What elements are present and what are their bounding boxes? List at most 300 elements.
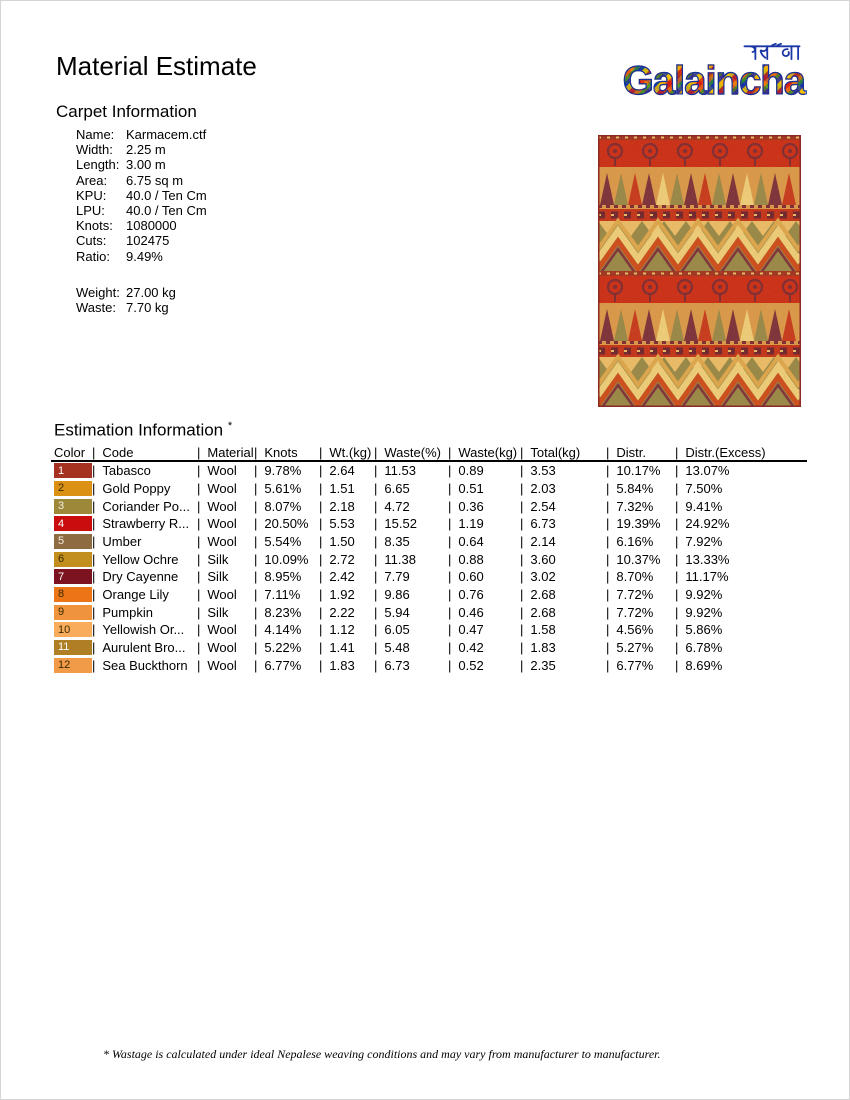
column-separator: | bbox=[520, 445, 524, 460]
column-separator: | bbox=[92, 586, 96, 602]
header-material: Material bbox=[207, 445, 254, 460]
cell-total-kg: 3.60 bbox=[530, 551, 556, 567]
column-separator: | bbox=[254, 569, 258, 585]
table-row bbox=[51, 603, 807, 621]
column-separator: | bbox=[374, 463, 378, 479]
cell-distr: 7.72% bbox=[616, 604, 654, 620]
cell-wt-kg: 2.22 bbox=[329, 604, 355, 620]
galaincha-wordmark: Galaincha bbox=[622, 59, 805, 103]
cell-knots: 5.22% bbox=[264, 639, 302, 655]
column-separator: | bbox=[254, 657, 258, 673]
cell-material: Wool bbox=[207, 586, 237, 602]
column-separator: | bbox=[520, 604, 524, 620]
cell-waste-kg: 1.19 bbox=[458, 516, 484, 532]
column-separator: | bbox=[197, 533, 201, 549]
cell-distr: 7.72% bbox=[616, 586, 654, 602]
header-code: Code bbox=[102, 445, 134, 460]
cell-distr: 6.77% bbox=[616, 657, 654, 673]
column-separator: | bbox=[254, 480, 258, 496]
cell-code: Sea Buckthorn bbox=[102, 657, 188, 673]
column-separator: | bbox=[197, 480, 201, 496]
cell-material: Wool bbox=[207, 516, 237, 532]
column-separator: | bbox=[606, 604, 610, 620]
cell-code: Tabasco bbox=[102, 463, 151, 479]
cell-waste-kg: 0.42 bbox=[458, 639, 484, 655]
cell-distr-excess: 8.69% bbox=[685, 657, 723, 673]
cell-waste-kg: 0.51 bbox=[458, 480, 484, 496]
cell-code: Umber bbox=[102, 533, 142, 549]
column-separator: | bbox=[92, 445, 96, 460]
color-swatch bbox=[54, 534, 92, 549]
cell-code: Pumpkin bbox=[102, 604, 153, 620]
column-separator: | bbox=[520, 639, 524, 655]
header-distr: Distr. bbox=[616, 445, 647, 460]
column-separator: | bbox=[374, 569, 378, 585]
column-separator: | bbox=[448, 445, 452, 460]
column-separator: | bbox=[448, 498, 452, 514]
cell-waste-pct: 6.73 bbox=[384, 657, 410, 673]
column-separator: | bbox=[374, 533, 378, 549]
table-row bbox=[51, 586, 807, 604]
column-separator: | bbox=[374, 639, 378, 655]
cell-waste-kg: 0.47 bbox=[458, 622, 484, 638]
cell-material: Silk bbox=[207, 551, 229, 567]
cell-total-kg: 2.68 bbox=[530, 586, 556, 602]
column-separator: | bbox=[319, 533, 323, 549]
column-separator: | bbox=[520, 533, 524, 549]
info-line bbox=[76, 233, 207, 248]
cell-distr: 6.16% bbox=[616, 533, 654, 549]
column-separator: | bbox=[448, 639, 452, 655]
cell-waste-kg: 0.60 bbox=[458, 569, 484, 585]
cell-material: Wool bbox=[207, 498, 237, 514]
column-separator: | bbox=[92, 463, 96, 479]
info-label: Weight: bbox=[76, 284, 120, 300]
column-separator: | bbox=[675, 533, 679, 549]
cell-total-kg: 1.83 bbox=[530, 639, 556, 655]
wastage-footnote: * Wastage is calculated under ideal Nepalese weaving conditions and may vary from manufacturer to manufacturer. bbox=[103, 1047, 661, 1061]
cell-code: Yellowish Or... bbox=[102, 622, 185, 638]
cell-knots: 8.23% bbox=[264, 604, 302, 620]
info-line bbox=[76, 285, 207, 300]
column-separator: | bbox=[606, 445, 610, 460]
column-separator: | bbox=[606, 463, 610, 479]
color-number: 12 bbox=[58, 659, 71, 672]
column-separator: | bbox=[319, 586, 323, 602]
column-separator: | bbox=[197, 569, 201, 585]
column-separator: | bbox=[606, 639, 610, 655]
info-label: Area: bbox=[76, 172, 108, 188]
info-label: Waste: bbox=[76, 299, 116, 315]
color-swatch bbox=[54, 587, 92, 602]
info-value: 102475 bbox=[126, 233, 170, 249]
column-separator: | bbox=[606, 586, 610, 602]
color-number: 11 bbox=[58, 641, 70, 654]
column-separator: | bbox=[675, 657, 679, 673]
cell-material: Silk bbox=[207, 604, 229, 620]
column-separator: | bbox=[197, 657, 201, 673]
galaincha-logo bbox=[595, 43, 805, 103]
cell-waste-kg: 0.36 bbox=[458, 498, 484, 514]
spacer bbox=[76, 264, 207, 285]
cell-distr-excess: 7.50% bbox=[685, 480, 723, 496]
table-row bbox=[51, 497, 807, 515]
table-row bbox=[51, 621, 807, 639]
column-separator: | bbox=[675, 551, 679, 567]
column-separator: | bbox=[374, 480, 378, 496]
column-separator: | bbox=[197, 551, 201, 567]
info-value: 1080000 bbox=[126, 218, 177, 234]
column-separator: | bbox=[374, 551, 378, 567]
color-swatch bbox=[54, 499, 92, 514]
column-separator: | bbox=[448, 463, 452, 479]
cell-waste-pct: 11.38 bbox=[384, 551, 416, 567]
cell-waste-kg: 0.52 bbox=[458, 657, 484, 673]
cell-code: Yellow Ochre bbox=[102, 551, 179, 567]
color-swatch bbox=[54, 569, 92, 584]
cell-distr: 4.56% bbox=[616, 622, 654, 638]
cell-waste-kg: 0.88 bbox=[458, 551, 484, 567]
column-separator: | bbox=[606, 622, 610, 638]
column-separator: | bbox=[254, 498, 258, 514]
column-separator: | bbox=[319, 639, 323, 655]
cell-wt-kg: 5.53 bbox=[329, 516, 355, 532]
column-separator: | bbox=[92, 498, 96, 514]
cell-wt-kg: 1.12 bbox=[329, 622, 355, 638]
column-separator: | bbox=[319, 498, 323, 514]
column-separator: | bbox=[675, 480, 679, 496]
cell-distr-excess: 9.41% bbox=[685, 498, 723, 514]
estimation-table bbox=[51, 445, 807, 674]
info-label: Knots: bbox=[76, 218, 113, 234]
column-separator: | bbox=[606, 533, 610, 549]
column-separator: | bbox=[448, 569, 452, 585]
cell-wt-kg: 1.51 bbox=[329, 480, 355, 496]
column-separator: | bbox=[520, 657, 524, 673]
column-separator: | bbox=[448, 480, 452, 496]
table-row bbox=[51, 462, 807, 480]
info-label: LPU: bbox=[76, 202, 105, 218]
color-swatch bbox=[54, 622, 92, 637]
cell-wt-kg: 1.41 bbox=[329, 639, 355, 655]
column-separator: | bbox=[319, 657, 323, 673]
color-number: 4 bbox=[58, 517, 65, 530]
color-swatch bbox=[54, 463, 92, 478]
column-separator: | bbox=[606, 498, 610, 514]
cell-material: Wool bbox=[207, 480, 237, 496]
column-separator: | bbox=[675, 569, 679, 585]
info-line bbox=[76, 173, 207, 188]
column-separator: | bbox=[92, 622, 96, 638]
cell-distr: 19.39% bbox=[616, 516, 661, 532]
cell-total-kg: 2.68 bbox=[530, 604, 556, 620]
estimation-information-heading: Estimation Information * bbox=[54, 420, 233, 440]
color-number: 6 bbox=[58, 553, 65, 566]
column-separator: | bbox=[319, 569, 323, 585]
cell-waste-kg: 0.64 bbox=[458, 533, 484, 549]
column-separator: | bbox=[319, 622, 323, 638]
color-swatch bbox=[54, 658, 92, 673]
column-separator: | bbox=[448, 586, 452, 602]
cell-wt-kg: 1.83 bbox=[329, 657, 355, 673]
column-separator: | bbox=[606, 657, 610, 673]
cell-knots: 6.77% bbox=[264, 657, 302, 673]
cell-total-kg: 6.73 bbox=[530, 516, 556, 532]
column-separator: | bbox=[675, 586, 679, 602]
cell-distr-excess: 6.78% bbox=[685, 639, 723, 655]
cell-code: Dry Cayenne bbox=[102, 569, 179, 585]
cell-material: Wool bbox=[207, 622, 237, 638]
column-separator: | bbox=[319, 551, 323, 567]
cell-waste-pct: 6.65 bbox=[384, 480, 410, 496]
column-separator: | bbox=[254, 551, 258, 567]
column-separator: | bbox=[374, 516, 378, 532]
cell-waste-kg: 0.76 bbox=[458, 586, 484, 602]
column-separator: | bbox=[448, 516, 452, 532]
column-separator: | bbox=[92, 516, 96, 532]
column-separator: | bbox=[254, 516, 258, 532]
color-swatch bbox=[54, 552, 92, 567]
header-distr-excess: Distr.(Excess) bbox=[685, 445, 766, 460]
cell-waste-kg: 0.46 bbox=[458, 604, 484, 620]
info-value: 7.70 kg bbox=[126, 299, 169, 315]
column-separator: | bbox=[448, 604, 452, 620]
color-swatch bbox=[54, 516, 92, 531]
color-number: 7 bbox=[58, 570, 65, 583]
column-separator: | bbox=[675, 498, 679, 514]
column-separator: | bbox=[520, 551, 524, 567]
header-color: Color bbox=[54, 445, 86, 460]
cell-total-kg: 2.54 bbox=[530, 498, 556, 514]
info-label: Length: bbox=[76, 157, 120, 173]
cell-code: Orange Lily bbox=[102, 586, 169, 602]
cell-knots: 5.54% bbox=[264, 533, 302, 549]
cell-code: Coriander Po... bbox=[102, 498, 190, 514]
cell-distr: 7.32% bbox=[616, 498, 654, 514]
table-row bbox=[51, 656, 807, 674]
table-row bbox=[51, 639, 807, 657]
column-separator: | bbox=[92, 604, 96, 620]
header-waste-pct: Waste(%) bbox=[384, 445, 441, 460]
cell-wt-kg: 2.18 bbox=[329, 498, 355, 514]
cell-wt-kg: 2.42 bbox=[329, 569, 355, 585]
column-separator: | bbox=[374, 498, 378, 514]
cell-waste-pct: 5.94 bbox=[384, 604, 410, 620]
column-separator: | bbox=[606, 480, 610, 496]
cell-total-kg: 3.02 bbox=[530, 569, 556, 585]
footnote-asterisk: * bbox=[227, 420, 233, 432]
column-separator: | bbox=[319, 463, 323, 479]
info-line bbox=[76, 188, 207, 203]
info-label: Width: bbox=[76, 142, 113, 158]
cell-distr-excess: 13.07% bbox=[685, 463, 730, 479]
column-separator: | bbox=[448, 551, 452, 567]
column-separator: | bbox=[520, 569, 524, 585]
column-separator: | bbox=[675, 622, 679, 638]
info-value: 40.0 / Ten Cm bbox=[126, 202, 207, 218]
cell-waste-pct: 15.52 bbox=[384, 516, 417, 532]
cell-material: Silk bbox=[207, 569, 229, 585]
header-wt-kg: Wt.(kg) bbox=[329, 445, 372, 460]
cell-wt-kg: 1.50 bbox=[329, 533, 355, 549]
color-swatch bbox=[54, 640, 92, 655]
cell-material: Wool bbox=[207, 463, 237, 479]
cell-material: Wool bbox=[207, 639, 237, 655]
column-separator: | bbox=[374, 657, 378, 673]
column-separator: | bbox=[197, 463, 201, 479]
header-waste-kg: Waste(kg) bbox=[458, 445, 518, 460]
column-separator: | bbox=[606, 551, 610, 567]
cell-distr: 8.70% bbox=[616, 569, 654, 585]
color-number: 3 bbox=[58, 500, 65, 513]
column-separator: | bbox=[254, 586, 258, 602]
page-title: Material Estimate bbox=[56, 51, 257, 81]
cell-knots: 5.61% bbox=[264, 480, 302, 496]
cell-total-kg: 1.58 bbox=[530, 622, 556, 638]
carpet-information-heading: Carpet Information bbox=[56, 102, 197, 121]
info-line bbox=[76, 300, 207, 315]
cell-waste-pct: 7.79 bbox=[384, 569, 410, 585]
column-separator: | bbox=[448, 657, 452, 673]
column-separator: | bbox=[319, 480, 323, 496]
cell-waste-pct: 6.05 bbox=[384, 622, 410, 638]
color-swatch bbox=[54, 605, 92, 620]
table-header-row bbox=[51, 445, 807, 462]
carpet-information-list bbox=[76, 127, 207, 315]
column-separator: | bbox=[319, 604, 323, 620]
info-value: 3.00 m bbox=[126, 157, 166, 173]
column-separator: | bbox=[92, 657, 96, 673]
cell-knots: 20.50% bbox=[264, 516, 309, 532]
cell-knots: 10.09% bbox=[264, 551, 309, 567]
column-separator: | bbox=[675, 516, 679, 532]
color-number: 2 bbox=[58, 482, 65, 495]
cell-material: Wool bbox=[207, 533, 237, 549]
column-separator: | bbox=[92, 551, 96, 567]
column-separator: | bbox=[254, 445, 258, 460]
cell-waste-pct: 9.86 bbox=[384, 586, 410, 602]
column-separator: | bbox=[197, 639, 201, 655]
column-separator: | bbox=[520, 498, 524, 514]
info-line bbox=[76, 203, 207, 218]
column-separator: | bbox=[197, 622, 201, 638]
column-separator: | bbox=[92, 569, 96, 585]
column-separator: | bbox=[520, 516, 524, 532]
info-line bbox=[76, 157, 207, 172]
table-row bbox=[51, 533, 807, 551]
cell-knots: 4.14% bbox=[264, 622, 302, 638]
cell-material: Wool bbox=[207, 657, 237, 673]
header-knots: Knots bbox=[264, 445, 298, 460]
color-number: 10 bbox=[58, 623, 71, 636]
column-separator: | bbox=[675, 463, 679, 479]
table-row bbox=[51, 480, 807, 498]
column-separator: | bbox=[448, 533, 452, 549]
column-separator: | bbox=[319, 516, 323, 532]
cell-waste-pct: 11.53 bbox=[384, 463, 416, 479]
cell-distr-excess: 9.92% bbox=[685, 586, 723, 602]
info-value: 2.25 m bbox=[126, 142, 166, 158]
cell-knots: 9.78% bbox=[264, 463, 302, 479]
cell-total-kg: 2.14 bbox=[530, 533, 556, 549]
info-label: Cuts: bbox=[76, 233, 107, 249]
cell-distr-excess: 13.33% bbox=[685, 551, 730, 567]
cell-total-kg: 2.03 bbox=[530, 480, 556, 496]
column-separator: | bbox=[374, 586, 378, 602]
header-total-kg: Total(kg) bbox=[530, 445, 581, 460]
color-number: 8 bbox=[58, 588, 65, 601]
cell-knots: 8.07% bbox=[264, 498, 302, 514]
info-label: Ratio: bbox=[76, 248, 110, 264]
info-line bbox=[76, 249, 207, 264]
cell-distr: 10.17% bbox=[616, 463, 661, 479]
column-separator: | bbox=[374, 604, 378, 620]
info-line bbox=[76, 127, 207, 142]
column-separator: | bbox=[92, 533, 96, 549]
info-value: 40.0 / Ten Cm bbox=[126, 187, 207, 203]
table-row bbox=[51, 515, 807, 533]
color-number: 9 bbox=[58, 606, 65, 619]
cell-code: Strawberry R... bbox=[102, 516, 190, 532]
column-separator: | bbox=[197, 516, 201, 532]
table-row bbox=[51, 568, 807, 586]
cell-knots: 7.11% bbox=[264, 586, 301, 602]
column-separator: | bbox=[92, 639, 96, 655]
column-separator: | bbox=[319, 445, 323, 460]
carpet-preview-image bbox=[598, 135, 801, 407]
column-separator: | bbox=[675, 604, 679, 620]
column-separator: | bbox=[675, 445, 679, 460]
info-label: KPU: bbox=[76, 187, 107, 203]
table-row bbox=[51, 550, 807, 568]
cell-waste-pct: 8.35 bbox=[384, 533, 410, 549]
info-value: Karmacem.ctf bbox=[126, 127, 207, 142]
info-value: 27.00 kg bbox=[126, 284, 176, 300]
column-separator: | bbox=[254, 463, 258, 479]
cell-distr: 5.84% bbox=[616, 480, 654, 496]
cell-distr-excess: 9.92% bbox=[685, 604, 723, 620]
cell-distr: 10.37% bbox=[616, 551, 661, 567]
cell-code: Aurulent Bro... bbox=[102, 639, 186, 655]
column-separator: | bbox=[197, 604, 201, 620]
info-value: 6.75 sq m bbox=[126, 172, 184, 188]
column-separator: | bbox=[254, 622, 258, 638]
cell-wt-kg: 1.92 bbox=[329, 586, 355, 602]
cell-distr-excess: 7.92% bbox=[685, 533, 723, 549]
cell-distr: 5.27% bbox=[616, 639, 654, 655]
column-separator: | bbox=[254, 639, 258, 655]
cell-waste-kg: 0.89 bbox=[458, 463, 484, 479]
cell-distr-excess: 24.92% bbox=[685, 516, 730, 532]
info-line bbox=[76, 218, 207, 233]
info-line bbox=[76, 142, 207, 157]
cell-code: Gold Poppy bbox=[102, 480, 171, 496]
column-separator: | bbox=[374, 445, 378, 460]
cell-distr-excess: 11.17% bbox=[685, 569, 729, 585]
color-number: 5 bbox=[58, 535, 65, 548]
column-separator: | bbox=[448, 622, 452, 638]
color-swatch bbox=[54, 481, 92, 496]
cell-waste-pct: 5.48 bbox=[384, 639, 410, 655]
column-separator: | bbox=[254, 533, 258, 549]
cell-wt-kg: 2.72 bbox=[329, 551, 355, 567]
column-separator: | bbox=[675, 639, 679, 655]
column-separator: | bbox=[606, 569, 610, 585]
cell-distr-excess: 5.86% bbox=[685, 622, 723, 638]
cell-total-kg: 3.53 bbox=[530, 463, 556, 479]
info-label: Name: bbox=[76, 127, 115, 142]
column-separator: | bbox=[254, 604, 258, 620]
